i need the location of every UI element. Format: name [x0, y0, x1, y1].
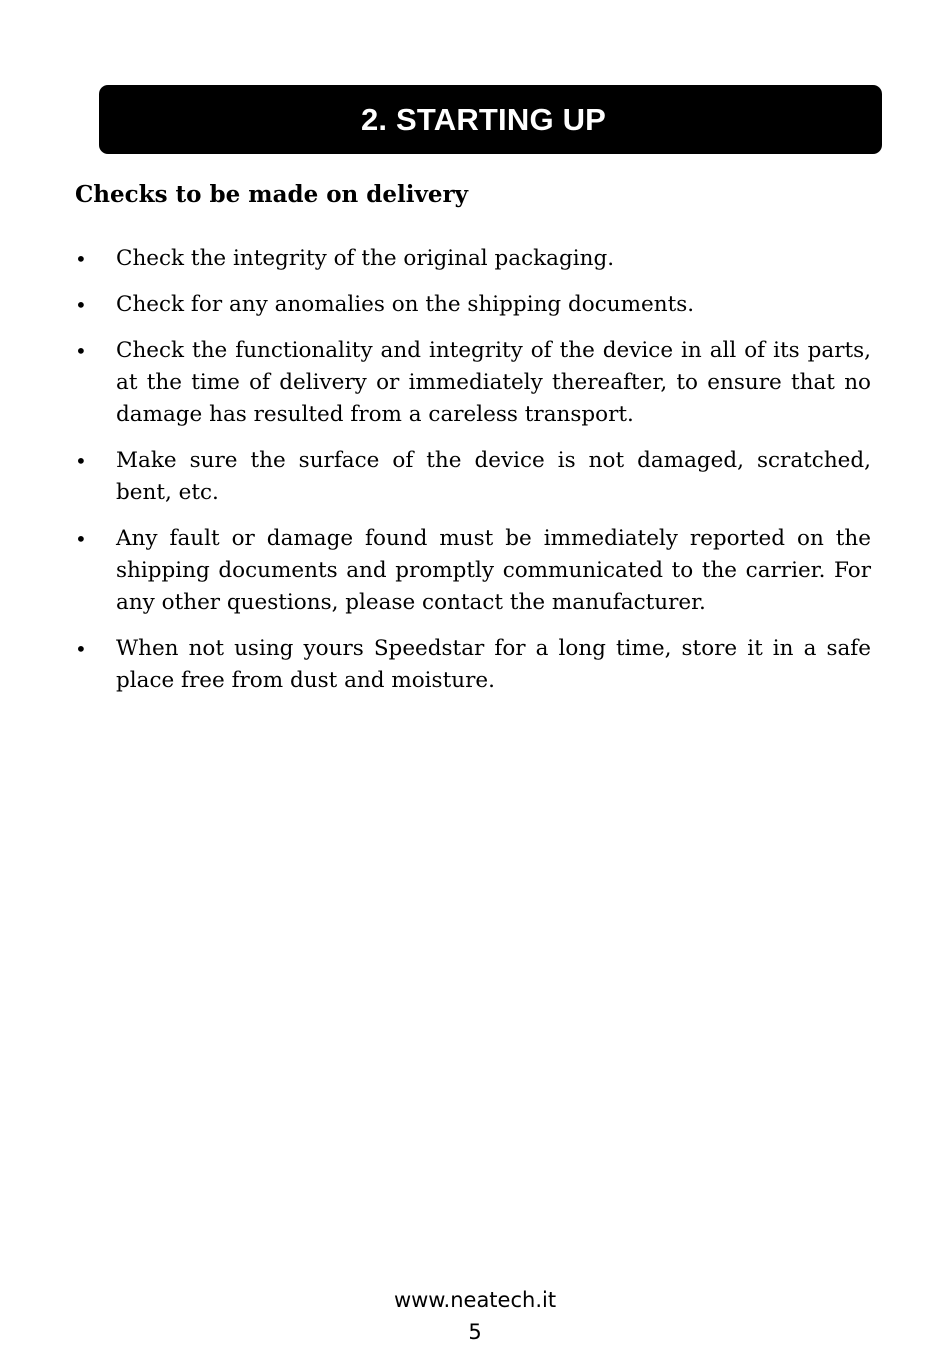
- bullet-icon: •: [75, 449, 87, 473]
- bullet-icon: •: [75, 339, 87, 363]
- list-item: [75, 633, 871, 697]
- bullet-icon: •: [75, 293, 87, 317]
- list-item-text: Check for any anomalies on the shipping documents.: [116, 292, 695, 317]
- list-item: [75, 289, 871, 321]
- subsection-heading: Checks to be made on delivery: [75, 181, 468, 208]
- footer-website-link[interactable]: www.neatech.it: [393, 1288, 557, 1312]
- list-item: [75, 243, 871, 275]
- list-item-text: Any fault or damage found must be immediately reported on the shipping documents and promptly communicated to the carrier. For any other questions, please contact the manufacturer.: [116, 526, 871, 615]
- list-item-text: Check the functionality and integrity of the device in all of its parts, at the time of delivery or immediately thereafter, to ensure that no damage has resulted from a careless transport.: [116, 338, 871, 427]
- page-number: 5: [468, 1320, 482, 1344]
- list-item-text: When not using yours Speedstar for a long time, store it in a safe place free from dust and moisture.: [116, 636, 871, 693]
- list-item: [75, 335, 871, 431]
- bullet-icon: •: [75, 527, 87, 551]
- section-header-bar: [99, 85, 882, 154]
- bullet-icon: •: [75, 637, 87, 661]
- section-title: 2. STARTING UP: [360, 101, 607, 137]
- list-item: [75, 445, 871, 509]
- list-item: [75, 523, 871, 619]
- list-item-text: Check the integrity of the original packaging.: [116, 246, 615, 271]
- bullet-icon: •: [75, 247, 87, 271]
- list-item-text: Make sure the surface of the device is not damaged, scratched, bent, etc.: [116, 448, 871, 505]
- delivery-checklist: [75, 243, 871, 711]
